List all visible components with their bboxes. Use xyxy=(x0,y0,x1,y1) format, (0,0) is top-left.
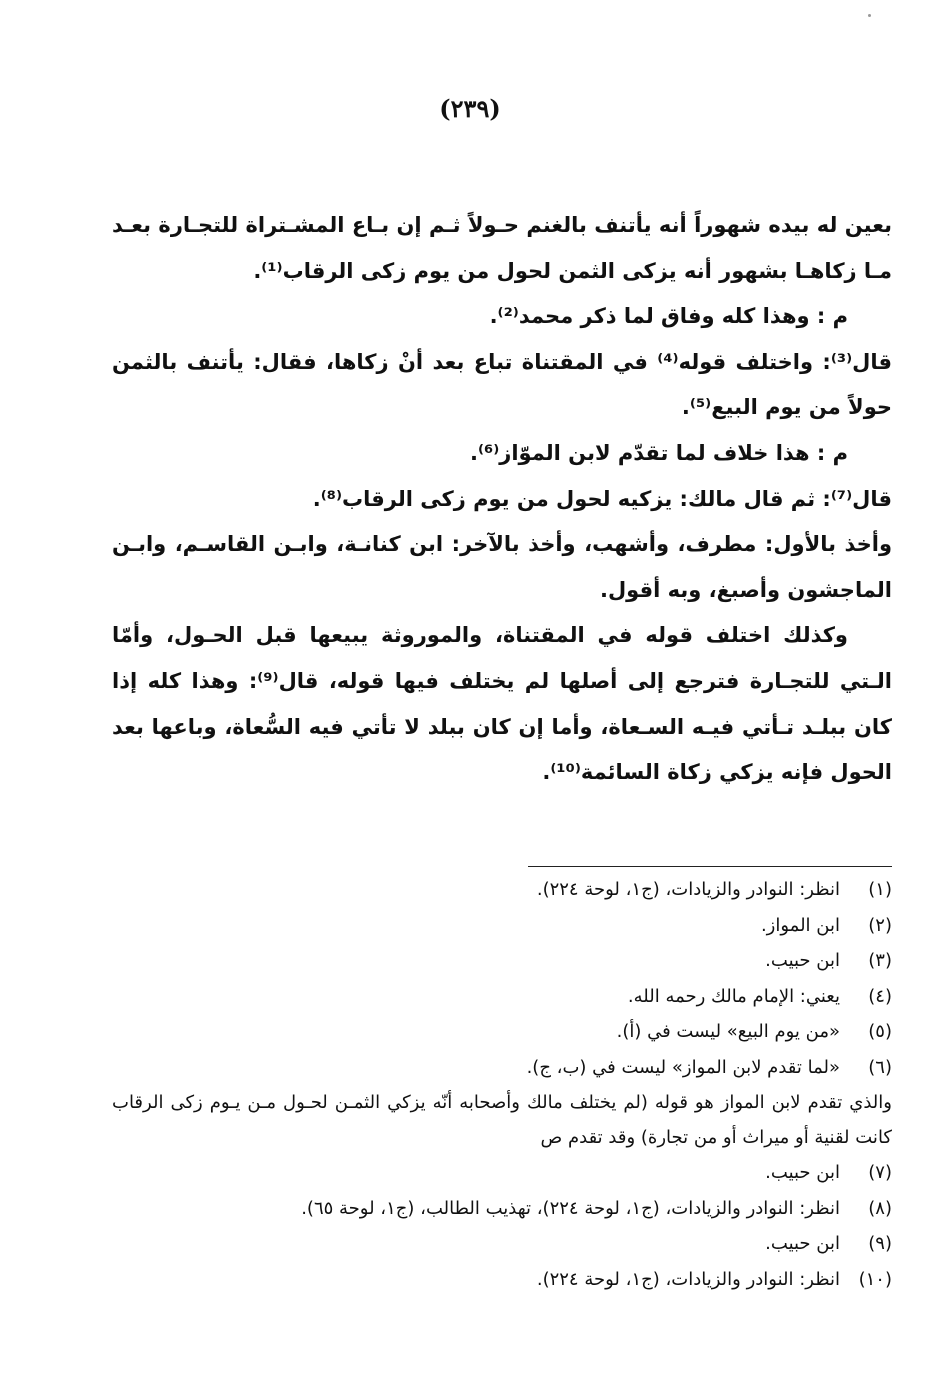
footnote-1 xyxy=(112,872,892,908)
footnote-number: (٢) xyxy=(868,914,892,936)
page-number: (٢٣٩) xyxy=(439,94,501,123)
paragraph-3: قال⁽³⁾: واختلف قوله⁽⁴⁾ في المقتناة تباع بعد أنْ زكاها، فقال: يأتنف بالثمن حولاً من يوم البيع⁽⁵⁾. xyxy=(112,349,893,420)
paragraph-5: قال⁽⁷⁾: ثم قال مالك: يزكيه لحول من يوم زكى الرقاب⁽⁸⁾. xyxy=(312,486,892,511)
footnote-number: (٧) xyxy=(868,1162,892,1183)
main-text xyxy=(112,203,892,796)
footnote-text: ابن حبيب. xyxy=(765,1162,840,1183)
footnote-text: ابن حبيب. xyxy=(765,950,840,971)
footnote-8 xyxy=(112,1191,892,1227)
footnote-text: والذي تقدم لابن المواز هو قوله (لم يختلف مالك وأصحابه أنّه يزكي الثمـن لحـول مـن يـوم زكى الرقاب كانت لقنية أو ميراث أو من تجارة) وقد تقدم ص xyxy=(112,1092,892,1148)
footnote-text: «لما تقدم لابن المواز» ليست في (ب، ج). xyxy=(526,1056,840,1078)
footnote-5 xyxy=(112,1014,892,1050)
footnote-7 xyxy=(112,1155,892,1191)
footnote-number: (٦) xyxy=(868,1056,892,1078)
footnote-number: (١٠) xyxy=(858,1268,892,1290)
footnote-4 xyxy=(112,979,892,1015)
footnote-text: «من يوم البيع» ليست في (أ). xyxy=(616,1021,840,1042)
footnote-text: انظر: النوادر والزيادات، (ج١، لوحة ٢٢٤). xyxy=(536,1268,840,1290)
paragraph-4: م : هذا خلاف لما تقدّم لابن الموّاز⁽⁶⁾. xyxy=(469,440,848,465)
scan-speck xyxy=(868,14,871,17)
footnote-3 xyxy=(112,943,892,979)
footnote-number: (٩) xyxy=(868,1233,892,1254)
paragraph-1: بعين له بيده شهوراً أنه يأتنف بالغنم حـولاً ثـم إن بـاع المشـتراة للتجـارة بعـد مـا زكاهـا بشهور أنه يزكى الثمن لحول من يوم زكى الرقاب⁽¹⁾. xyxy=(112,213,892,283)
footnote-separator xyxy=(528,866,892,867)
footnote-6 xyxy=(112,1050,892,1086)
footnote-text: يعني: الإمام مالك رحمه الله. xyxy=(627,985,840,1007)
footnote-number: (٣) xyxy=(868,950,892,971)
footnote-6-continuation xyxy=(112,1085,892,1155)
paragraph-6: وأخذ بالأول: مطرف، وأشهب، وأخذ بالآخر: ابن كنانـة، وابـن القاسـم، وابـن الماجشون وأصبغ، وبه أقول. xyxy=(112,532,892,602)
footnote-text: انظر: النوادر والزيادات، (ج١، لوحة ٢٢٤). xyxy=(536,879,840,900)
footnote-text: ابن حبيب. xyxy=(765,1233,840,1254)
footnotes xyxy=(112,872,892,1297)
footnote-number: (٤) xyxy=(868,985,892,1007)
footnote-text: ابن المواز. xyxy=(760,914,840,936)
footnote-text: انظر: النوادر والزيادات، (ج١، لوحة ٢٢٤)، تهذيب الطالب، (ج١، لوحة ٦٥). xyxy=(301,1197,840,1219)
footnote-2 xyxy=(112,908,892,944)
footnote-number: (٨) xyxy=(868,1197,892,1219)
footnote-number: (١) xyxy=(868,879,892,900)
footnote-9 xyxy=(112,1226,892,1262)
paragraph-2: م : وهذا كله وفاق لما ذكر محمد⁽²⁾. xyxy=(489,304,848,329)
paragraph-7: وكذلك اختلف قوله في المقتناة، والموروثة يبيعها قبل الحـول، وأمّا الـتي للتجـارة فترجع إلى أصلها لم يختلف فيها قوله، قال⁽⁹⁾: وهذا كله إذا كان ببلـد تـأتي فيـه السـعاة، وأما إن كان ببلد لا تأتي فيه السُّعاة، وباعها بعد الحول فإنه يزكي زكاة السائمة⁽¹⁰⁾. xyxy=(112,623,892,785)
footnote-number: (٥) xyxy=(868,1021,892,1042)
footnote-10 xyxy=(112,1262,892,1298)
